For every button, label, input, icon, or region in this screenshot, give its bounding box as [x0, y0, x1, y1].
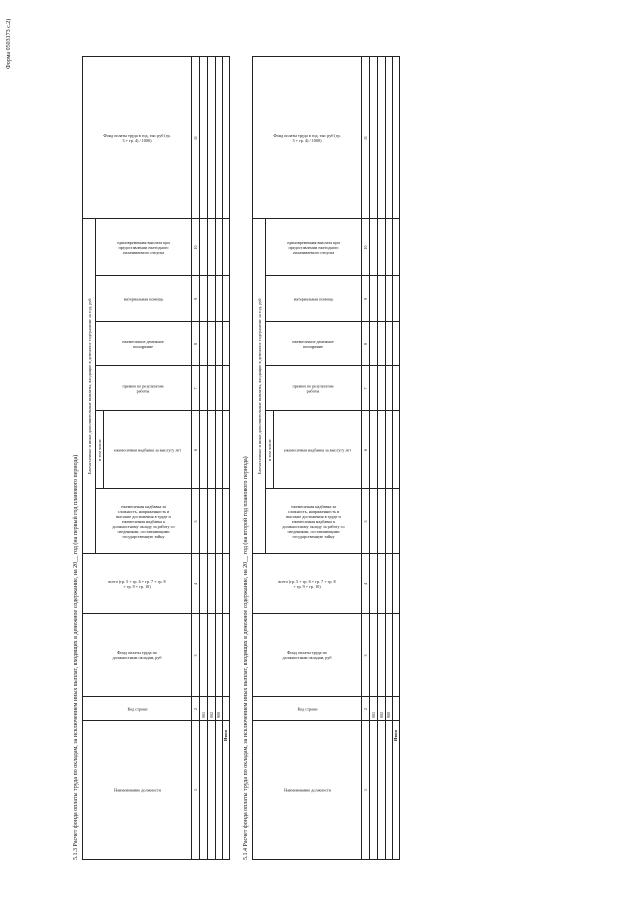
header-col6: ежемесячная надбавка за выслугу лет: [113, 447, 181, 453]
header-fund-year: Фонд оплаты труда в год, тыс руб (гр. 3 + гр. 4) / 1000): [103, 133, 171, 143]
header-line-code: Код строки: [297, 706, 317, 712]
header-col8: ежемесячное денежное поощрение: [122, 339, 164, 349]
header-col9: материальная помощь: [123, 296, 163, 302]
header-fund-salaries: Фонд оплаты труда по должностным окладам, руб: [112, 650, 162, 661]
header-col7: премии по результатам работы: [122, 383, 164, 394]
colnum-6: 6: [193, 449, 198, 451]
colnum-7: 7: [193, 387, 198, 390]
header-position: Наименование должности: [283, 787, 331, 793]
colnum-8: 8: [363, 343, 368, 345]
itogo-label: Итого: [393, 729, 398, 741]
colnum-9: 9: [193, 298, 198, 300]
colnum-10: 10: [363, 245, 368, 250]
header-col5: ежемесячная надбавка за сложность, напряженность и высокие достижения в труде и ежемесячная надбавка к должностному окладу за работу со сведениями, составляющими государственную тайну: [281, 504, 345, 539]
header-supplements-group: Ежемесячные и иные дополнительные выплаты, входящие в денежное содержание за год, руб: [86, 298, 92, 475]
line-code: 900: [386, 712, 391, 718]
colnum-9: 9: [363, 298, 368, 300]
header-total: всего (гр. 5 + гр. 6 + гр. 7 + гр. 8 + гр. 9 + гр. 10): [278, 579, 336, 589]
colnum-1: 1: [363, 789, 368, 791]
colnum-3: 3: [363, 654, 368, 657]
form-id: Форма 0503173 с.2): [6, 18, 12, 69]
line-code: 001: [371, 712, 376, 718]
header-line-code: Код строки: [127, 706, 147, 712]
header-in-that-number: в том числе: [266, 439, 272, 461]
colnum-10: 10: [193, 245, 198, 250]
colnum-5: 5: [193, 520, 198, 523]
header-col10: единовременная выплата при предоставлении ежегодного оплачиваемого отпуска: [286, 240, 340, 255]
header-col10: единовременная выплата при предоставлении ежегодного оплачиваемого отпуска: [116, 240, 170, 255]
header-position: Наименование должности: [113, 787, 161, 793]
colnum-11: 11: [363, 136, 368, 140]
line-code: 001: [201, 712, 206, 718]
table-section2: [252, 56, 400, 860]
colnum-1: 1: [193, 789, 198, 791]
colnum-5: 5: [363, 520, 368, 523]
header-fund-year: Фонд оплаты труда в год, тыс руб (гр. 3 + гр. 4) / 1000): [273, 133, 341, 143]
header-col8: ежемесячное денежное поощрение: [292, 339, 334, 349]
header-in-that-number: в том числе: [96, 439, 102, 461]
table-section1: [82, 56, 230, 860]
section2-title: 5.1.4 Расчет фонда оплаты труда по окладам, за исключением иных выплат, входящих в денежное содержание, на 20__ год (на второй год планового периода): [243, 456, 249, 860]
colnum-7: 7: [363, 387, 368, 390]
colnum-4: 4: [363, 583, 368, 585]
header-total: всего (гр. 5 + гр. 6 + гр. 7 + гр. 8 + гр. 9 + гр. 10): [108, 579, 166, 589]
colnum-3: 3: [193, 654, 198, 657]
colnum-2: 2: [363, 708, 368, 710]
itogo-label: Итого: [223, 729, 228, 741]
colnum-4: 4: [193, 583, 198, 585]
line-code: 002: [379, 712, 384, 718]
colnum-6: 6: [363, 449, 368, 451]
line-code: 900: [216, 712, 221, 718]
header-col6: ежемесячная надбавка за выслугу лет: [283, 447, 351, 453]
colnum-11: 11: [193, 136, 198, 140]
colnum-8: 8: [193, 343, 198, 345]
header-col5: ежемесячная надбавка за сложность, напряженность и высокие достижения в труде и ежемесячная надбавка к должностному окладу за работу со сведениями, составляющими государственную тайну: [111, 504, 175, 539]
header-supplements-group: Ежемесячные и иные дополнительные выплаты, входящие в денежное содержание за год, руб: [256, 298, 262, 475]
header-fund-salaries: Фонд оплаты труда по должностным окладам, руб: [282, 650, 332, 661]
header-col9: материальная помощь: [293, 296, 333, 302]
colnum-2: 2: [193, 708, 198, 710]
line-code: 002: [209, 712, 214, 718]
header-col7: премии по результатам работы: [292, 383, 334, 394]
section1-title: 5.1.3 Расчет фонда оплаты труда по окладам, за исключением иных выплат, входящих в денежное содержание, на 20__ год (на первый год планового периода): [73, 454, 79, 860]
